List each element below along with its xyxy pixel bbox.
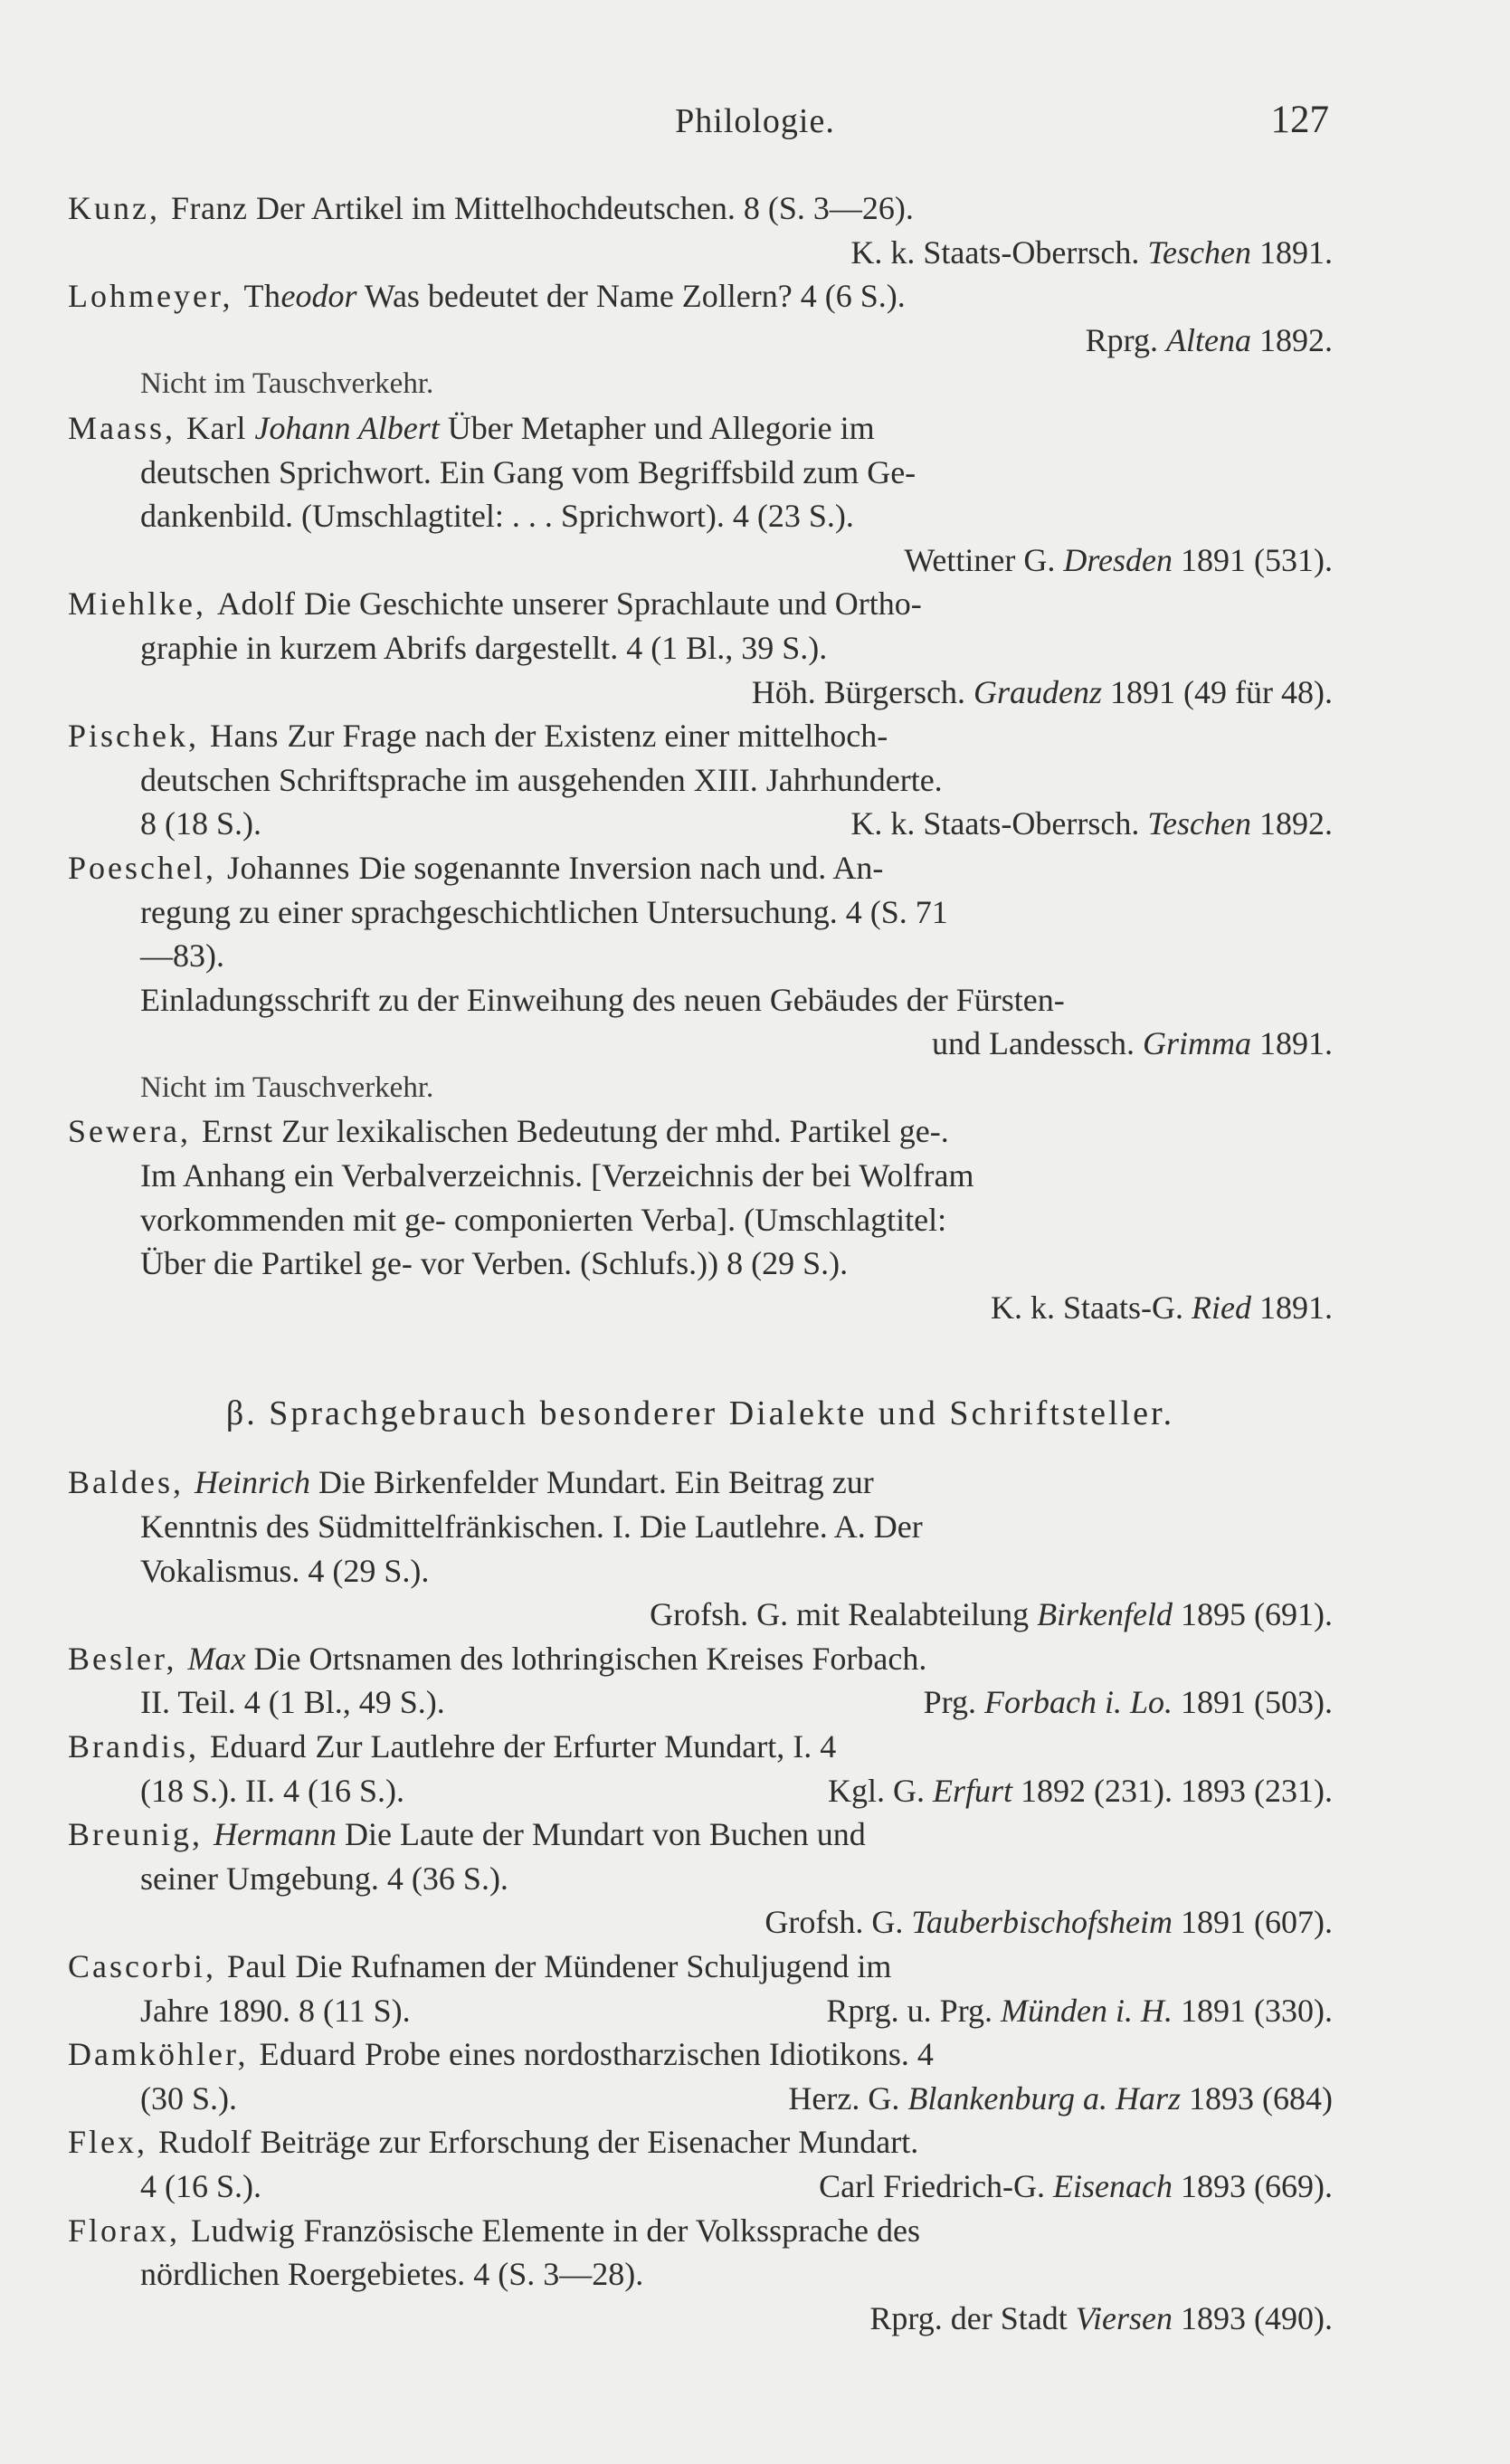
text-segment: Rprg. der Stadt [869, 2299, 1076, 2336]
text-segment: Die Rufnamen der Mündener Schuljugend im [295, 1947, 892, 1984]
entry-line [68, 494, 1333, 538]
text-segment: 1892. [1251, 805, 1333, 842]
entry-line [68, 2032, 1333, 2077]
author-surname: Flex, [68, 2124, 159, 2161]
author-given-name: Paul [226, 1947, 296, 1984]
entry-publisher [828, 1769, 1333, 1813]
entry-format [140, 1680, 445, 1725]
entry-line [68, 1505, 1333, 1549]
text-segment: Vokalismus. 4 (29 S.). [140, 1552, 430, 1589]
entry-line [68, 934, 1333, 978]
text-segment: Nicht im Tauschverkehr. [140, 1070, 434, 1104]
text-segment: Wettiner G. [904, 541, 1064, 578]
text-segment: K. k. Staats-G. [991, 1289, 1192, 1326]
text-segment: Zur lexikalischen Bedeutung der mhd. Partikel ge-. [280, 1113, 949, 1150]
text-segment: Höh. Bürgersch. [751, 673, 974, 710]
entry-line [68, 1460, 1333, 1505]
entry-line [68, 1725, 1333, 1769]
text-segment: Französische Elemente in der Volkssprache des [303, 2212, 920, 2249]
text-segment: 1891 (49 für 48). [1102, 673, 1333, 710]
text-segment: und Landessch. [932, 1025, 1143, 1062]
entry-line-split [68, 2077, 1333, 2121]
author-surname: Baldes, [68, 1464, 195, 1501]
text-segment: 1893 (669). [1173, 2167, 1333, 2204]
entry-line [68, 406, 1333, 451]
bibliography-entry [68, 2209, 1333, 2341]
text-segment: regung zu einer sprachgeschichtlichen Untersuchung. 4 (S. 71 [140, 893, 948, 930]
text-segment: Münden i. H. [1001, 1992, 1173, 2029]
entry-line [68, 626, 1333, 671]
entry-note [68, 1066, 1333, 1110]
entry-line [68, 1154, 1333, 1198]
text-segment: Über die Partikel ge- vor Verben. (Schlufs.)) 8 (29 S.). [140, 1245, 849, 1282]
entry-line [68, 582, 1333, 626]
text-segment: K. k. Staats-Oberrsch. [850, 233, 1148, 271]
text-segment: Altena [1166, 321, 1251, 358]
author-given-name: Karl [186, 409, 255, 446]
running-title: Philologie. [675, 102, 835, 140]
entry-line [68, 1242, 1333, 1286]
entry-line [68, 1109, 1333, 1154]
author-given-name: Franz [170, 190, 256, 226]
text-segment: K. k. Staats-Oberrsch. [850, 805, 1148, 842]
author-given-name: Hans [210, 718, 288, 755]
author-surname: Besler, [68, 1640, 188, 1677]
bibliography-entry [68, 2032, 1333, 2120]
entry-line [68, 1812, 1333, 1857]
text-segment: Grofsh. G. mit Realabteilung [650, 1596, 1038, 1633]
text-segment: 1892 (231). 1893 (231). [1012, 1772, 1333, 1809]
entry-format [140, 802, 261, 846]
bibliography-entry [68, 186, 1333, 274]
text-segment: 1893 (684) [1181, 2079, 1333, 2117]
text-segment: Herz. G. [788, 2079, 908, 2117]
text-segment: Tauberbischofsheim [911, 1904, 1173, 1941]
author-given-name: Ernst [201, 1113, 281, 1150]
text-segment: vorkommenden mit ge- componierten Verba]. (Umschlagtitel: [140, 1201, 947, 1238]
entry-line [68, 1637, 1333, 1681]
bibliography-entry [68, 846, 1333, 1110]
text-segment: Forbach i. Lo. [984, 1684, 1173, 1721]
text-segment: Beiträge zur Erforschung der Eisenacher Mundart. [260, 2124, 919, 2161]
entry-line [68, 1945, 1333, 1989]
text-segment: Graudenz [973, 673, 1103, 710]
text-segment: 1891. [1251, 1025, 1333, 1062]
text-segment: 1891 (531). [1173, 541, 1333, 578]
author-surname: Cascorbi, [68, 1947, 227, 1984]
entry-format [140, 2077, 237, 2121]
text-segment: 1891 (330). [1173, 1992, 1333, 2029]
text-segment: Rprg. u. Prg. [826, 1992, 1002, 2029]
page-number: 127 [1270, 99, 1329, 141]
entry-line-split [68, 1769, 1333, 1813]
author-surname: Poeschel, [68, 849, 227, 886]
entry-publisher-line [68, 1286, 1333, 1330]
author-surname: Florax, [68, 2212, 191, 2249]
text-segment: Zur Lautlehre der Erfurter Mundart, I. 4 [315, 1728, 837, 1765]
text-segment: 1895 (691). [1173, 1596, 1333, 1633]
text-segment: Max [187, 1640, 246, 1677]
bibliography-entry [68, 406, 1333, 582]
entry-format [140, 1989, 411, 2033]
text-segment: 1891 (503). [1173, 1684, 1333, 1721]
entry-publisher [924, 1680, 1333, 1725]
text-segment: Eisenach [1053, 2167, 1173, 2204]
entry-line-split [68, 1989, 1333, 2033]
bibliography-entry [68, 274, 1333, 406]
text-segment: nördlichen Roergebietes. 4 (S. 3—28). [140, 2256, 644, 2293]
entries-general [68, 186, 1333, 1329]
entry-publisher-line [68, 1900, 1333, 1945]
bibliography-entry [68, 1725, 1333, 1812]
running-head [0, 101, 1510, 156]
text-segment: Kenntnis des Südmittelfränkischen. I. Die Lautlehre. A. Der [140, 1508, 923, 1546]
author-surname: Maass, [68, 409, 186, 446]
author-surname: Damköhler, [68, 2036, 260, 2073]
entry-format [140, 1769, 404, 1813]
text-segment: Prg. [923, 1684, 984, 1721]
text-segment: Über Metapher und Allegorie im [439, 409, 875, 446]
author-surname: Miehlke, [68, 585, 217, 623]
author-surname: Kunz, [68, 190, 171, 226]
entry-line [68, 1549, 1333, 1594]
text-segment: Was bedeutet der Name Zollern? 4 (6 S.). [356, 278, 906, 315]
entry-publisher-line [68, 671, 1333, 715]
text-segment: 8 (18 S.). [140, 805, 261, 842]
entries-dialects [68, 1460, 1333, 2340]
text-segment: Carl Friedrich-G. [819, 2167, 1054, 2204]
text-segment: Blankenburg a. Harz [907, 2079, 1182, 2117]
entry-publisher-line [68, 538, 1333, 583]
text-segment: Die sogenannte Inversion nach und. An- [358, 849, 884, 886]
entry-publisher-line [68, 231, 1333, 275]
text-segment: Kgl. G. [828, 1772, 934, 1809]
author-surname: Lohmeyer, [68, 278, 244, 315]
bibliography-entry [68, 2120, 1333, 2208]
entry-publisher [826, 1989, 1333, 2033]
text-segment: graphie in kurzem Abrifs dargestellt. 4 (1 Bl., 39 S.). [140, 629, 828, 666]
text-segment: Die Laute der Mundart von Buchen und [336, 1816, 866, 1853]
text-segment: Rprg. [1085, 321, 1167, 358]
text-segment: Grofsh. G. [764, 1904, 912, 1941]
entry-line [68, 758, 1333, 803]
entry-line [68, 890, 1333, 935]
text-segment: Die Geschichte unserer Sprachlaute und Ortho- [303, 585, 922, 623]
text-segment: Jahre 1890. 8 (11 S). [140, 1992, 411, 2029]
text-segment: (30 S.). [140, 2079, 237, 2117]
entry-note [68, 362, 1333, 406]
entry-publisher-line [68, 2297, 1333, 2341]
text-segment: Probe eines nordostharzischen Idiotikons. 4 [364, 2036, 934, 2073]
entry-line [68, 1198, 1333, 1242]
author-given-name: Rudolf [158, 2124, 261, 2161]
bibliography [68, 186, 1333, 2340]
author-given-name: Adolf [216, 585, 304, 623]
entry-line [68, 2252, 1333, 2297]
text-segment: Der Artikel im Mittelhochdeutschen. 8 (S. 3—26). [255, 190, 914, 226]
author-given-name: Eduard [259, 2036, 365, 2073]
text-segment: Teschen [1147, 805, 1251, 842]
section-heading [68, 1394, 1333, 1433]
author-given-name: Johannes [226, 849, 359, 886]
text-segment: dankenbild. (Umschlagtitel: . . . Sprichwort). 4 (23 S.). [140, 498, 854, 535]
entry-line [68, 978, 1333, 1023]
text-segment: Nicht im Tauschverkehr. [140, 367, 434, 401]
entry-line [68, 451, 1333, 495]
author-given-name: Th [243, 278, 281, 315]
entry-line [68, 1857, 1333, 1901]
entry-publisher [819, 2164, 1333, 2209]
entry-line [68, 846, 1333, 890]
text-segment: Zur Frage nach der Existenz einer mittelhoch- [287, 718, 888, 755]
text-segment: 1893 (490). [1173, 2299, 1333, 2336]
entry-line-split [68, 2164, 1333, 2209]
author-surname: Brandis, [68, 1728, 210, 1765]
text-segment: Heinrich [194, 1464, 310, 1501]
entry-line-split [68, 802, 1333, 846]
text-segment: Einladungsschrift zu der Einweihung des neuen Gebäudes der Fürsten- [140, 981, 1065, 1018]
text-segment: Grimma [1142, 1025, 1251, 1062]
text-segment: 4 (16 S.). [140, 2167, 261, 2204]
text-segment: Viersen [1075, 2299, 1173, 2336]
text-segment: 1891. [1251, 1289, 1333, 1326]
entry-publisher [850, 802, 1333, 846]
author-surname: Pischek, [68, 718, 210, 755]
entry-line [68, 2209, 1333, 2253]
section-title: Sprachgebrauch besonderer Dialekte und Schriftsteller. [269, 1394, 1175, 1433]
entry-publisher-line [68, 319, 1333, 363]
entry-line [68, 714, 1333, 758]
entry-line [68, 186, 1333, 231]
text-segment: Die Ortsnamen des lothringischen Kreises Forbach. [245, 1640, 927, 1677]
entry-line [68, 274, 1333, 319]
text-segment: Hermann [213, 1816, 337, 1853]
text-segment: Birkenfeld [1037, 1596, 1173, 1633]
entry-line-split [68, 1680, 1333, 1725]
text-segment: Die Birkenfelder Mundart. Ein Beitrag zur [309, 1464, 874, 1501]
text-segment: 1891 (607). [1173, 1904, 1333, 1941]
text-segment: 1892. [1251, 321, 1333, 358]
text-segment: seiner Umgebung. 4 (36 S.). [140, 1860, 508, 1897]
bibliography-entry [68, 1109, 1333, 1329]
section-marker: β. [225, 1394, 258, 1433]
text-segment: —83). [140, 937, 224, 975]
text-segment: eodor [280, 278, 357, 315]
author-given-name: Eduard [210, 1728, 316, 1765]
bibliography-entry [68, 1460, 1333, 1636]
text-segment: deutschen Sprichwort. Ein Gang vom Begriffsbild zum Ge- [140, 453, 916, 490]
entry-format [140, 2164, 261, 2209]
bibliography-entry [68, 582, 1333, 714]
text-segment: Erfurt [933, 1772, 1013, 1809]
bibliography-entry [68, 1637, 1333, 1725]
bibliography-entry [68, 714, 1333, 846]
author-surname: Sewera, [68, 1113, 202, 1150]
text-segment: Ried [1192, 1289, 1251, 1326]
text-segment: II. Teil. 4 (1 Bl., 49 S.). [140, 1684, 445, 1721]
text-segment: Im Anhang ein Verbalverzeichnis. [Verzeichnis der bei Wolfram [140, 1157, 974, 1194]
author-surname: Breunig, [68, 1816, 214, 1853]
entry-publisher [788, 2077, 1333, 2121]
text-segment: (18 S.). II. 4 (16 S.). [140, 1772, 404, 1809]
bibliography-entry [68, 1812, 1333, 1945]
author-given-name: Ludwig [191, 2212, 304, 2249]
entry-publisher-line [68, 1593, 1333, 1637]
text-segment: Teschen [1147, 233, 1251, 271]
text-segment: Dresden [1063, 541, 1173, 578]
text-segment: Johann Albert [254, 409, 440, 446]
entry-line [68, 2120, 1333, 2164]
bibliography-entry [68, 1945, 1333, 2032]
text-segment: deutschen Schriftsprache im ausgehenden XIII. Jahrhunderte. [140, 761, 943, 798]
text-segment: 1891. [1251, 233, 1333, 271]
entry-publisher-line [68, 1022, 1333, 1066]
